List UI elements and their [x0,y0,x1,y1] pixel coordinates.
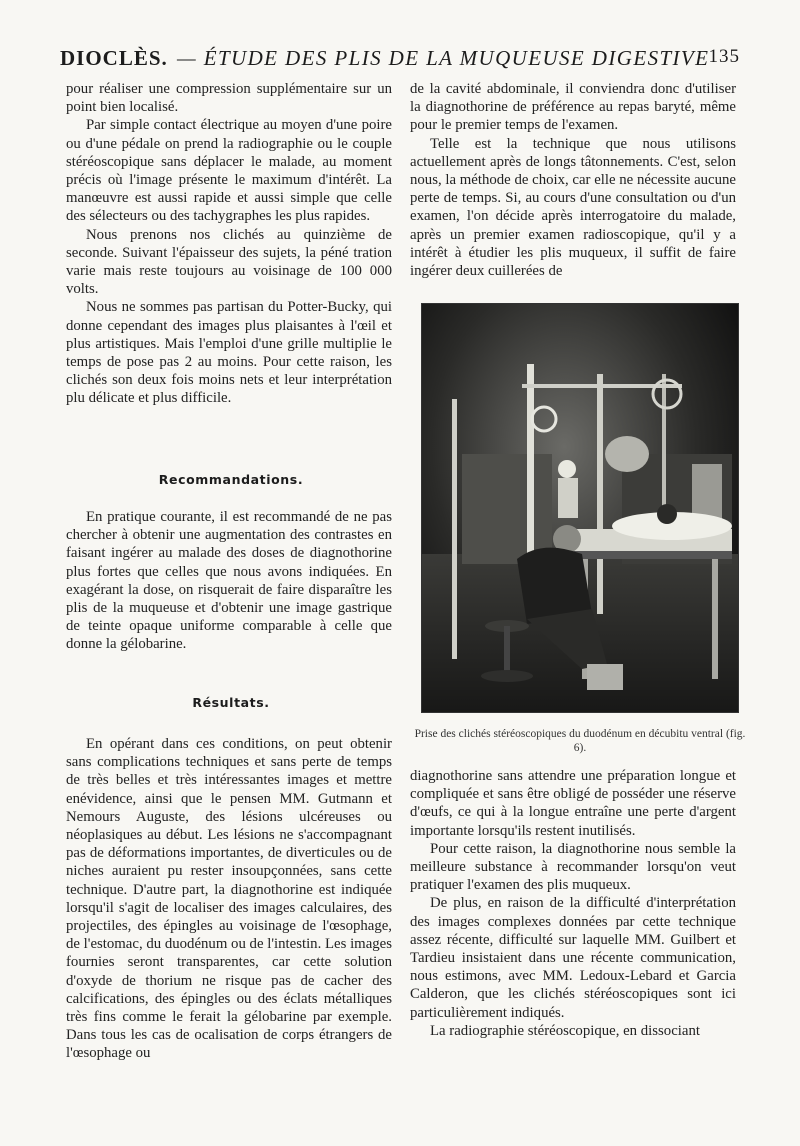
paragraph: En pratique courante, il est recommandé de ne pas chercher à obtenir une augmentation des contrastes en faisant ingérer au malade des doses de diagnothorine plus fortes que celles que nous avons indiquées. En exagérant la dose, on risquerait de faire disparaître les plis de la muqueuse et d'obtenir une image gastrique de teinte opaque uniforme comparable à celle que donne la gélobarine. [66,509,392,653]
paragraph: Telle est la technique que nous utilisons actuellement après de longs tâtonnements. C'est, selon nous, la méthode de choix, car elle ne nécessite aucune perte de temps. Si, au cours d'une consultation ou d'un examen, l'on décide après interrogatoire du malade, après un premier examen radioscopique, qu'il y a intérêt à étudier les plis muqueux, il suffit de faire ingérer deux cuillerées de [410,135,736,280]
running-header [60,46,740,74]
left-column-block-2 [66,508,392,654]
figure-caption: Prise des clichés stéréoscopiques du duodénum en décubitu ventral (fig. 6). [414,728,746,754]
paragraph: Pour cette raison, la diagnothorine nous semble la meilleure substance à recommander lorsqu'on veut pratiquer l'examen des plis muqueux. [410,840,736,894]
paragraph: Par simple contact électrique au moyen d'une poire ou d'une pédale on prend la radiographie ou le couple stéréoscopique sans déplacer le malade, au moment précis où l'image présente le maximum d'intérêt. La manœuvre est aussi rapide et aussi simple que celle des sélecteurs ou des tachygraphes les plus rapides. [66,117,392,225]
header-title: — ÉTUDE DES PLIS DE LA MUQUEUSE DIGESTIVE [177,46,710,70]
paragraph: de la cavité abdominale, il conviendra donc d'utiliser la diagnothorine de préférence au repas baryté, même pour le premier temps de l'examen. [410,81,736,134]
section-heading-recommandations: Recommandations. [158,472,304,487]
left-column-block-1 [66,80,392,408]
right-column-block-1 [410,80,736,280]
page-number: 135 [708,46,740,67]
paragraph: En opérant dans ces conditions, on peut obtenir sans complications techniques et sans perte de temps de très belles et très intéressantes images et mettre enévidence, ainsi que le pensen MM. Gutmann et Nemours Auguste, des lésions ulcéreuses ou néoplasiques au début. Les lésions ne s'accompagnant pas de déformations importantes, de diverticules ou de niches auraient pu rester insoupçonnées, sans cette technique. D'autre part, la diagnothorine est indiquée lorsqu'il s'agit de localiser des images calculaires, des projectiles, des épingles au voisinage de l'œsophage, de l'estomac, du duodénum ou de l'intestin. Les images fournies seront transparentes, car cette solution d'oxyde de thorium ne risque pas de cacher des calcifications, des épingles ou des éclats métalliques très fins comme le ferait la gélobarine par exemple. Dans tous les cas de ocalisation de corps étrangers de l'œsophage ou [66,736,392,1062]
paragraph: Nous ne sommes pas partisan du Potter-Bucky, qui donne cependant des images plus plaisantes à l'œil et plus artistiques. Mais l'emploi d'une grille multiplie le temps de pose pas 2 au moins. Pour cette raison, les clichés son deux fois moins nets et leur interprétation plu délicate et plus difficile. [66,299,392,407]
header-author: DIOCLÈS. [60,46,168,70]
paragraph: La radiographie stéréoscopique, en dissociant [430,1022,700,1039]
paragraph: diagnothorine sans attendre une préparation longue et compliquée et sans être obligé de posséder une réserve d'œufs, ce qui à la longue entraîne une perte d'argent importante lorsqu'ils restent inutilisés. [410,768,736,839]
photograph-illustration [422,304,738,712]
paragraph: Nous prenons nos clichés au quinzième de seconde. Suivant l'épaisseur des sujets, la péné tration varie mais reste toujours au voisinage de 100 000 volts. [66,226,392,298]
paragraph: De plus, en raison de la difficulté d'interprétation des images complexes données par cette technique assez récente, difficulté sur laquelle MM. Guilbert et Tardieu insistaient dans une récente communication, nous estimons, avec MM. Ledoux-Lebard et Garcia Calderon, que les clichés stéréoscopiques sont ici particulièrement indiqués. [410,895,736,1021]
photograph-xray-room [421,303,739,713]
left-column-block-3 [66,735,392,1063]
paragraph: pour réaliser une compression supplémentaire sur un point bien localisé. [66,81,392,116]
section-heading-resultats: Résultats. [192,695,270,710]
right-column-block-2 [410,767,736,1040]
